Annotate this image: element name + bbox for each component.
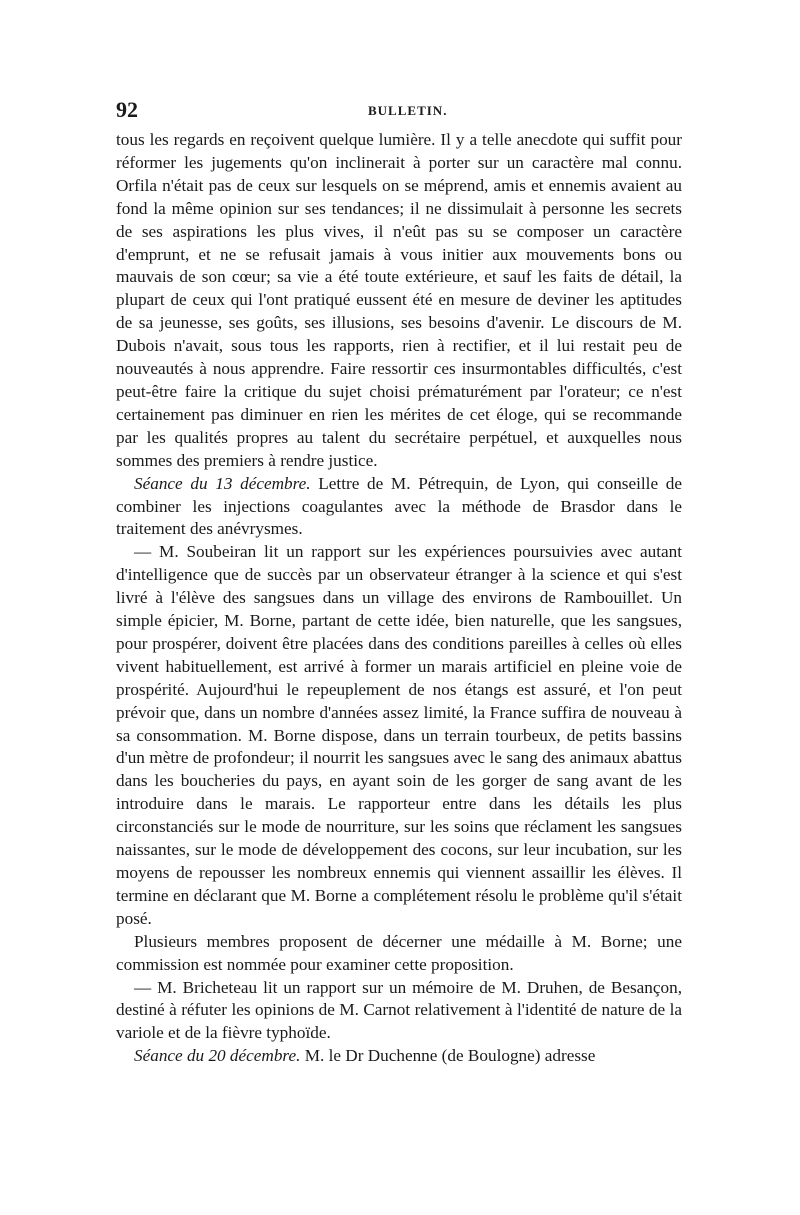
session-date-label: Séance du 20 décembre. [134, 1046, 301, 1066]
paragraph-text: tous les regards en reçoivent quelque lumière. Il y a telle anecdote qui suffit pour réformer les jugements qu'on inclinerait à porter sur un caractère mal connu. Orfila n'était pas de ceux sur lesquels on se méprend, amis et ennemis avaient au fond la même opinion sur ses tendances; il ne dissimulait à personne les secrets de ses aspirations les plus vives, il n'eût pas su se composer un caractère d'emprunt, et ne se refusait jamais à vous initier aux mouvements bons ou mauvais de son cœur; sa vie a été toute extérieure, et sauf les faits de détail, la plupart de ceux qui l'ont pratiqué eussent été en mesure de deviner les aptitudes de sa jeunesse, ses goûts, ses illusions, ses besoins d'avenir. Le discours de M. Dubois n'avait, sous tous les rapports, rien à rectifier, et il lui restait peu de nouveautés à nous apprendre. Faire ressortir ces insurmontables difficultés, c'est peut-être faire la critique du sujet choisi prématurément par l'orateur; ce n'est certainement pas diminuer en rien les mérites de cet éloge, qui se recommande par les qualités propres au talent du secrétaire perpétuel, et auxquelles nous sommes des premiers à rendre justice. [116, 130, 682, 470]
paragraph-seance-20-decembre [116, 1045, 682, 1068]
body-text [116, 129, 682, 1068]
paragraph-bricheteau-rapport [116, 977, 682, 1046]
paragraph-text: Lettre de M. Pétrequin, de Lyon, qui conseille de combiner les injections coagulantes avec la méthode de Brasdor dans le traitement des anévrysmes. [116, 473, 682, 539]
book-page [116, 96, 682, 1196]
paragraph-seance-13-decembre [116, 473, 682, 542]
paragraph-text: — M. Bricheteau lit un rapport sur un mémoire de M. Druhen, de Besançon, destiné à réfuter les opinions de M. Carnot relativement à l'identité de nature de la variole et de la fièvre typhoïde. [116, 977, 682, 1043]
paragraph-text: M. le Dr Duchenne (de Boulogne) adresse [300, 1046, 596, 1066]
page-number: 92 [116, 97, 138, 122]
paragraph-orfila-eloge [116, 129, 682, 473]
paragraph-text: Plusieurs membres proposent de décerner une médaille à M. Borne; une commission est nommée pour examiner cette proposition. [116, 931, 682, 974]
session-date-label: Séance du 13 décembre. [134, 473, 311, 493]
paragraph-text: — M. Soubeiran lit un rapport sur les expériences poursuivies avec autant d'intelligence que de succès par un observateur étranger à la science et qui s'est livré à l'élève des sangsues dans un village des environs de Rambouillet. Un simple épicier, M. Borne, partant de cette idée, bien naturelle, que les sangsues, pour prospérer, doivent être placées dans des conditions pareilles à celles où elles vivent habituellement, est arrivé à former un marais artificiel en pleine voie de prospérité. Aujourd'hui le repeuplement de nos étangs est assuré, et l'on peut prévoir que, dans un nombre d'années assez limité, la France suffira de nouveau à sa consommation. M. Borne dispose, dans un terrain tourbeux, de petits bassins d'un mètre de profondeur; il nourrit les sangsues avec le sang des animaux abattus dans les boucheries du pays, en ayant soin de les gorger de sang avant de les introduire dans le marais. Le rapporteur entre dans les détails les plus circonstanciés sur le mode de nourriture, sur les soins que réclament les sangsues naissantes, sur le mode de développement des cocons, sur leur incubation, sur les moyens de repousser les nombreux ennemis qui viennent assaillir les élèves. Il termine en déclarant que M. Borne a complétement résolu le problème qu'il s'était posé. [116, 542, 682, 928]
paragraph-medaille-borne [116, 931, 682, 977]
running-title: BULLETIN. [368, 103, 448, 118]
page-header [116, 96, 682, 126]
paragraph-soubeiran-rapport [116, 541, 682, 930]
